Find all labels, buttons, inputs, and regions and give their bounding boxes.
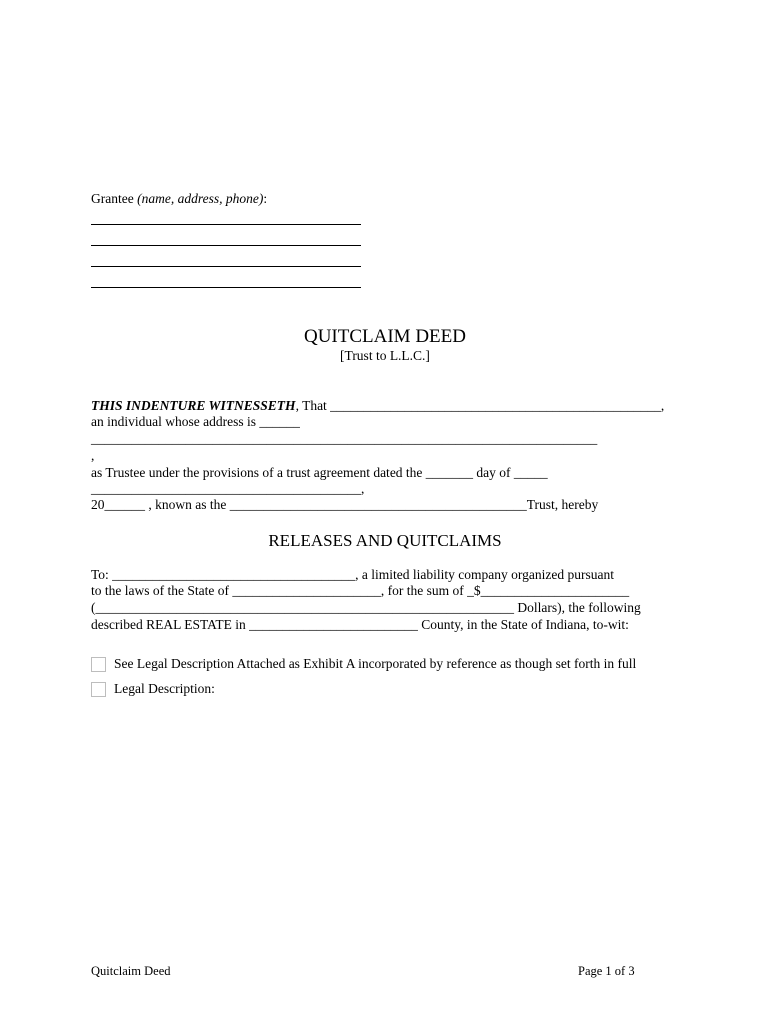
option-exhibit-a[interactable] [91,656,636,672]
legal-description-checkbox[interactable] [91,682,106,697]
indenture-line-5: as Trustee under the provisions of a trust agreement dated the _______ day of _____ [91,465,548,480]
grantee-line-2[interactable] [91,231,361,246]
indenture-line-3: ___________________________________________________________________________ [91,431,598,446]
releases-line-4: described REAL ESTATE in _________________________ County, in the State of Indiana, to-wit: [91,617,629,632]
releases-line-2: to the laws of the State of ______________________, for the sum of _$______________________ [91,583,630,598]
footer-left: Quitclaim Deed [91,964,171,978]
grantee-colon: : [263,191,268,206]
exhibit-a-checkbox[interactable] [91,657,106,672]
grantee-line-3[interactable] [91,252,361,267]
grantee-line-4[interactable] [91,273,361,288]
releases-line-3: (______________________________________________________________ Dollars), the following [91,600,641,615]
grantee-hint: (name, address, phone) [137,191,264,206]
indenture-lead: THIS INDENTURE WITNESSETH [91,398,296,413]
indenture-line-1-rest: , That _________________________________________________, [295,398,665,413]
option-legal-description[interactable] [91,681,215,697]
indenture-line-1 [91,398,664,414]
section-heading: RELEASES AND QUITCLAIMS [268,531,502,550]
releases-line-1: To: ____________________________________, a limited liability company organized pursuant [91,567,614,582]
option-exhibit-a-label: See Legal Description Attached as Exhibit A incorporated by reference as though set forth in full [114,656,637,671]
footer-page-number: Page 1 of 3 [578,964,635,978]
indenture-line-6: ________________________________________, [91,481,365,496]
indenture-line-7: 20______ , known as the ____________________________________________Trust, hereby [91,497,599,512]
indenture-line-4: , [91,448,95,463]
option-legal-description-label: Legal Description: [114,681,215,696]
grantee-label [91,191,267,207]
document-title: QUITCLAIM DEED [303,326,466,347]
document-subtitle: [Trust to L.L.C.] [340,348,430,363]
indenture-line-2: an individual whose address is ______ [91,414,300,429]
grantee-label-text: Grantee [91,191,138,206]
grantee-line-1[interactable] [91,210,361,225]
